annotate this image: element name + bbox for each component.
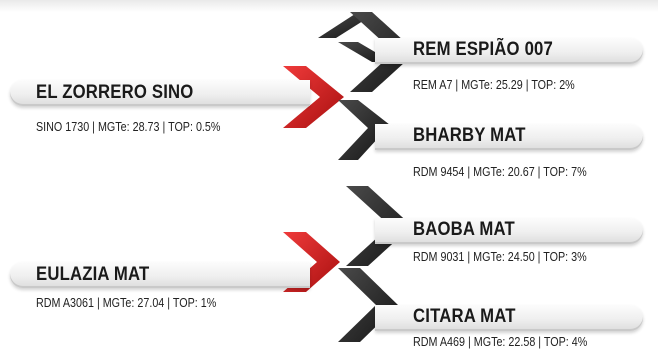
sire-name-1: EL ZORRERO SINO — [36, 82, 194, 103]
top-name-2: BAOBA MAT — [413, 219, 515, 240]
top-info-2: RDM 9031 | MGTe: 24.50 | TOP: 3% — [413, 250, 587, 264]
top-name-1: REM ESPIÃO 007 — [413, 39, 553, 60]
sire-name-2: EULAZIA MAT — [36, 264, 150, 285]
sire-info-1: SINO 1730 | MGTe: 28.73 | TOP: 0.5% — [36, 120, 221, 134]
bottom-info-2: RDM A469 | MGTe: 22.58 | TOP: 4% — [413, 335, 588, 349]
bottom-info-1: RDM 9454 | MGTe: 20.67 | TOP: 7% — [413, 165, 587, 179]
top-info-1: REM A7 | MGTe: 25.29 | TOP: 2% — [413, 78, 575, 92]
bottom-name-1: BHARBY MAT — [413, 125, 526, 146]
bottom-name-2: CITARA MAT — [413, 306, 516, 327]
sire-info-2: RDM A3061 | MGTe: 27.04 | TOP: 1% — [36, 296, 217, 310]
